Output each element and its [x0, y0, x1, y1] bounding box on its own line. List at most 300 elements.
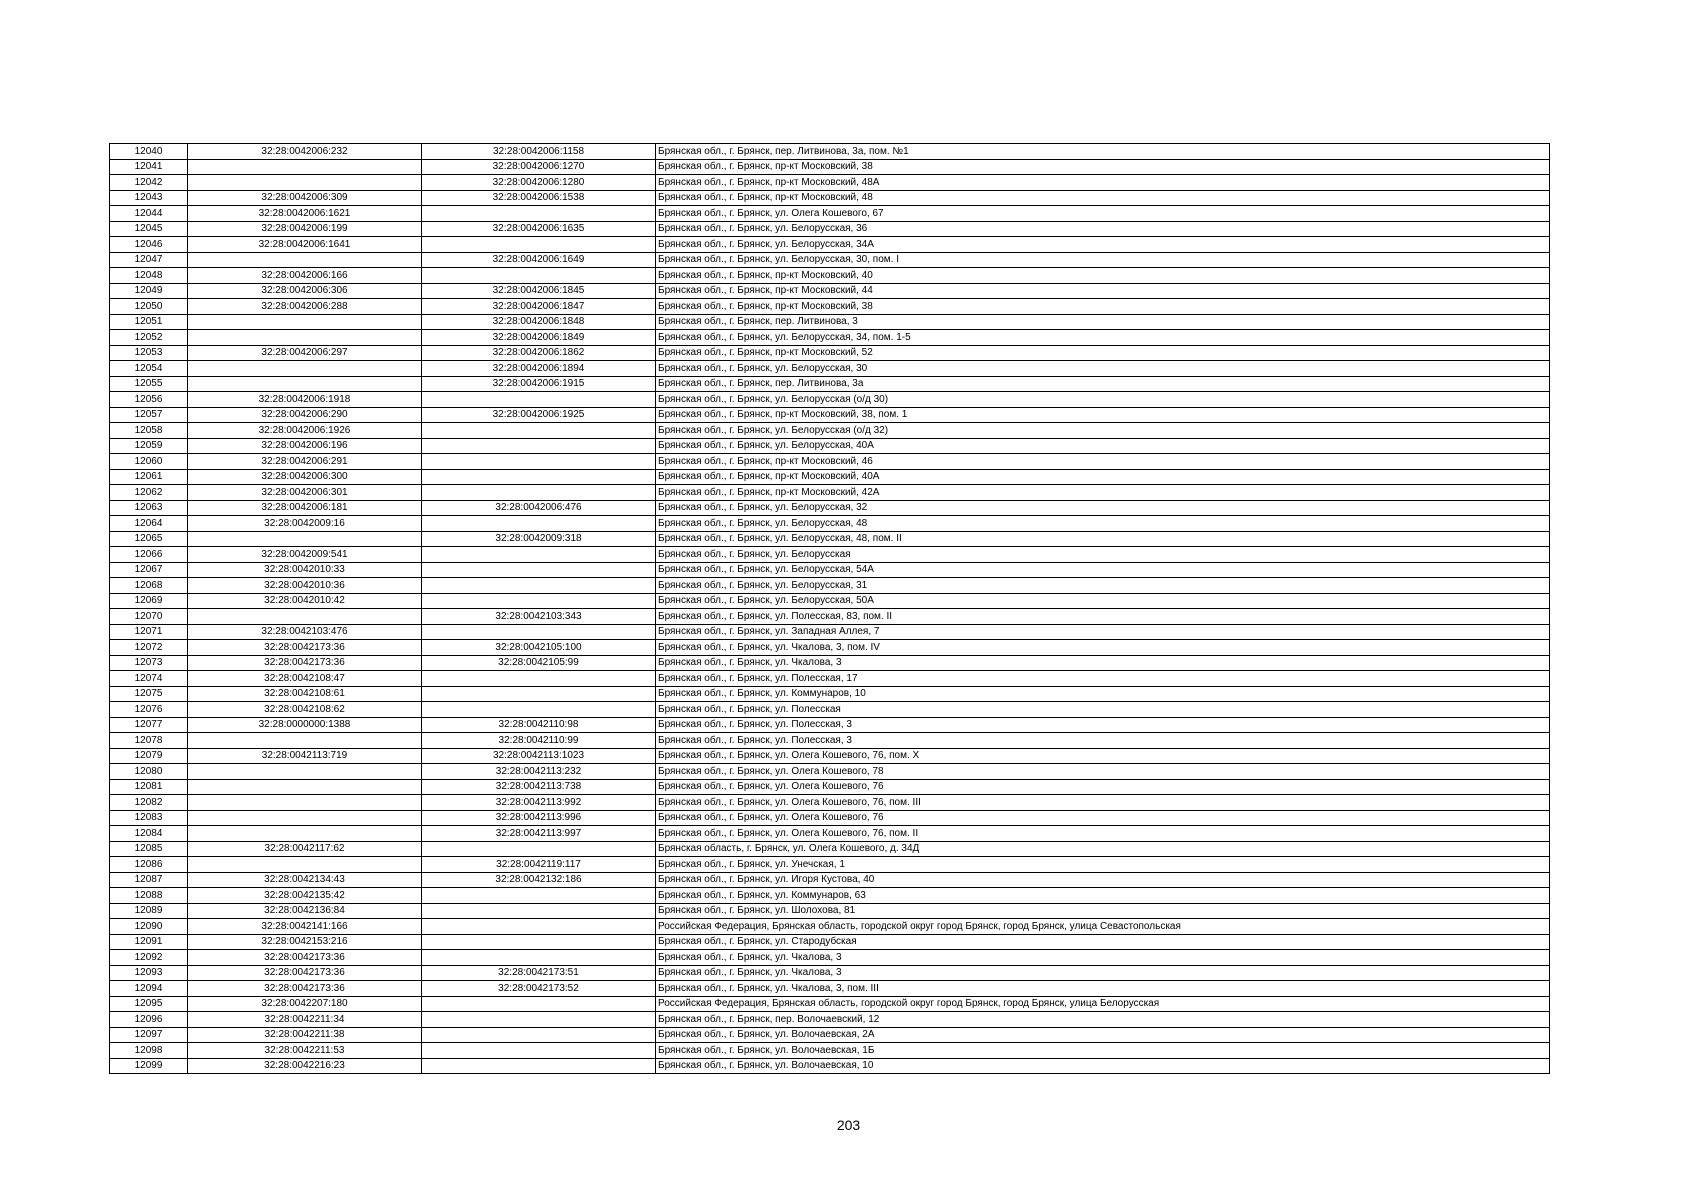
- cadastral-number-cell: 32:28:0042006:196: [188, 438, 422, 454]
- cadastral-number-cell: 32:28:0042006:291: [188, 454, 422, 470]
- building-cadastral-number-cell: [422, 392, 656, 408]
- address-cell: Российская Федерация, Брянская область, городской округ город Брянск, город Брянск, улица Белорусская: [656, 996, 1550, 1012]
- address-cell: Брянская обл., г. Брянск, пр-кт Московский, 38: [656, 299, 1550, 315]
- building-cadastral-number-cell: [422, 1027, 656, 1043]
- building-cadastral-number-cell: 32:28:0042006:1649: [422, 252, 656, 268]
- building-cadastral-number-cell: [422, 469, 656, 485]
- cadastral-number-cell: [188, 733, 422, 749]
- table-row: [110, 190, 1550, 206]
- address-cell: Брянская обл., г. Брянск, ул. Чкалова, 3, пом. IV: [656, 640, 1550, 656]
- row-number-cell: 12082: [110, 795, 188, 811]
- cadastral-number-cell: 32:28:0042211:53: [188, 1043, 422, 1059]
- table-row: [110, 826, 1550, 842]
- cadastral-number-cell: [188, 764, 422, 780]
- address-cell: Брянская обл., г. Брянск, пер. Волочаевский, 12: [656, 1012, 1550, 1028]
- table-row: [110, 283, 1550, 299]
- address-cell: Брянская обл., г. Брянск, ул. Чкалова, 3: [656, 950, 1550, 966]
- table-row: [110, 655, 1550, 671]
- row-number-cell: 12079: [110, 748, 188, 764]
- address-cell: Брянская обл., г. Брянск, ул. Белорусская, 32: [656, 500, 1550, 516]
- row-number-cell: 12044: [110, 206, 188, 222]
- row-number-cell: 12084: [110, 826, 188, 842]
- address-cell: Брянская обл., г. Брянск, ул. Игоря Кустова, 40: [656, 872, 1550, 888]
- cadastral-number-cell: [188, 159, 422, 175]
- address-cell: Брянская обл., г. Брянск, пр-кт Московский, 52: [656, 345, 1550, 361]
- address-cell: Брянская обл., г. Брянск, ул. Белорусская, 34А: [656, 237, 1550, 253]
- address-cell: Брянская обл., г. Брянск, ул. Олега Кошевого, 76: [656, 810, 1550, 826]
- table-row: [110, 500, 1550, 516]
- building-cadastral-number-cell: [422, 686, 656, 702]
- address-cell: Брянская обл., г. Брянск, пер. Литвинова, 3а, пом. №1: [656, 144, 1550, 160]
- row-number-cell: 12067: [110, 562, 188, 578]
- building-cadastral-number-cell: [422, 702, 656, 718]
- cadastral-number-cell: 32:28:0042006:309: [188, 190, 422, 206]
- row-number-cell: 12066: [110, 547, 188, 563]
- table-row: [110, 407, 1550, 423]
- building-cadastral-number-cell: 32:28:0042113:996: [422, 810, 656, 826]
- row-number-cell: 12056: [110, 392, 188, 408]
- cadastral-number-cell: 32:28:0042103:476: [188, 624, 422, 640]
- cadastral-number-cell: 32:28:0042173:36: [188, 981, 422, 997]
- row-number-cell: 12051: [110, 314, 188, 330]
- row-number-cell: 12095: [110, 996, 188, 1012]
- row-number-cell: 12093: [110, 965, 188, 981]
- address-cell: Брянская обл., г. Брянск, ул. Белорусская, 54А: [656, 562, 1550, 578]
- building-cadastral-number-cell: 32:28:0042103:343: [422, 609, 656, 625]
- cadastral-number-cell: 32:28:0042216:23: [188, 1058, 422, 1074]
- table-row: [110, 841, 1550, 857]
- table-row: [110, 671, 1550, 687]
- building-cadastral-number-cell: 32:28:0042006:476: [422, 500, 656, 516]
- table-row: [110, 702, 1550, 718]
- address-cell: Брянская обл., г. Брянск, ул. Чкалова, 3, пом. III: [656, 981, 1550, 997]
- table-row: [110, 562, 1550, 578]
- row-number-cell: 12078: [110, 733, 188, 749]
- table-row: [110, 810, 1550, 826]
- row-number-cell: 12062: [110, 485, 188, 501]
- address-cell: Брянская обл., г. Брянск, ул. Олега Кошевого, 76, пом. III: [656, 795, 1550, 811]
- address-cell: Брянская обл., г. Брянск, ул. Чкалова, 3: [656, 965, 1550, 981]
- building-cadastral-number-cell: 32:28:0042173:52: [422, 981, 656, 997]
- building-cadastral-number-cell: 32:28:0042113:997: [422, 826, 656, 842]
- row-number-cell: 12064: [110, 516, 188, 532]
- cadastral-number-cell: 32:28:0042207:180: [188, 996, 422, 1012]
- address-cell: Брянская обл., г. Брянск, ул. Белорусская, 36: [656, 221, 1550, 237]
- building-cadastral-number-cell: [422, 996, 656, 1012]
- cadastral-number-cell: 32:28:0042006:1621: [188, 206, 422, 222]
- table-row: [110, 469, 1550, 485]
- building-cadastral-number-cell: [422, 934, 656, 950]
- cadastral-number-cell: [188, 175, 422, 191]
- building-cadastral-number-cell: 32:28:0042113:992: [422, 795, 656, 811]
- address-cell: Брянская обл., г. Брянск, пр-кт Московский, 38: [656, 159, 1550, 175]
- cadastral-number-cell: 32:28:0042006:181: [188, 500, 422, 516]
- address-cell: Брянская область, г. Брянск, ул. Олега Кошевого, д. 34Д: [656, 841, 1550, 857]
- building-cadastral-number-cell: [422, 903, 656, 919]
- table-row: [110, 593, 1550, 609]
- building-cadastral-number-cell: 32:28:0042105:99: [422, 655, 656, 671]
- cadastral-number-cell: 32:28:0042009:541: [188, 547, 422, 563]
- building-cadastral-number-cell: 32:28:0042006:1925: [422, 407, 656, 423]
- cadastral-number-cell: 32:28:0042173:36: [188, 950, 422, 966]
- cadastral-number-cell: 32:28:0042134:43: [188, 872, 422, 888]
- cadastral-number-cell: 32:28:0000000:1388: [188, 717, 422, 733]
- row-number-cell: 12040: [110, 144, 188, 160]
- row-number-cell: 12068: [110, 578, 188, 594]
- table-row: [110, 1058, 1550, 1074]
- cadastral-number-cell: 32:28:0042006:300: [188, 469, 422, 485]
- address-cell: Брянская обл., г. Брянск, пр-кт Московский, 48А: [656, 175, 1550, 191]
- table-row: [110, 686, 1550, 702]
- address-cell: Брянская обл., г. Брянск, ул. Коммунаров, 10: [656, 686, 1550, 702]
- row-number-cell: 12090: [110, 919, 188, 935]
- cadastral-number-cell: 32:28:0042006:166: [188, 268, 422, 284]
- row-number-cell: 12077: [110, 717, 188, 733]
- row-number-cell: 12094: [110, 981, 188, 997]
- cadastral-number-cell: 32:28:0042006:1926: [188, 423, 422, 439]
- cadastral-number-cell: 32:28:0042006:232: [188, 144, 422, 160]
- cadastral-number-cell: 32:28:0042135:42: [188, 888, 422, 904]
- address-cell: Брянская обл., г. Брянск, ул. Белорусская, 48: [656, 516, 1550, 532]
- row-number-cell: 12098: [110, 1043, 188, 1059]
- table-row: [110, 314, 1550, 330]
- cadastral-number-cell: [188, 826, 422, 842]
- address-cell: Брянская обл., г. Брянск, пр-кт Московский, 42А: [656, 485, 1550, 501]
- table-row: [110, 531, 1550, 547]
- table-row: [110, 965, 1550, 981]
- cadastral-number-cell: [188, 531, 422, 547]
- cadastral-number-cell: [188, 252, 422, 268]
- address-cell: Брянская обл., г. Брянск, ул. Белорусская, 34, пом. 1-5: [656, 330, 1550, 346]
- address-cell: Брянская обл., г. Брянск, ул. Западная Аллея, 7: [656, 624, 1550, 640]
- registry-table: [109, 143, 1550, 1074]
- cadastral-number-cell: 32:28:0042173:36: [188, 640, 422, 656]
- table-row: [110, 376, 1550, 392]
- table-row: [110, 934, 1550, 950]
- row-number-cell: 12058: [110, 423, 188, 439]
- page-number: 203: [836, 1117, 861, 1133]
- cadastral-number-cell: 32:28:0042113:719: [188, 748, 422, 764]
- address-cell: Брянская обл., г. Брянск, ул. Белорусская: [656, 547, 1550, 563]
- cadastral-number-cell: 32:28:0042153:216: [188, 934, 422, 950]
- table-row: [110, 159, 1550, 175]
- building-cadastral-number-cell: [422, 578, 656, 594]
- row-number-cell: 12070: [110, 609, 188, 625]
- building-cadastral-number-cell: 32:28:0042006:1862: [422, 345, 656, 361]
- table-row: [110, 252, 1550, 268]
- cadastral-number-cell: [188, 857, 422, 873]
- address-cell: Брянская обл., г. Брянск, ул. Олега Кошевого, 76, пом. II: [656, 826, 1550, 842]
- row-number-cell: 12060: [110, 454, 188, 470]
- address-cell: Брянская обл., г. Брянск, ул. Белорусская, 31: [656, 578, 1550, 594]
- building-cadastral-number-cell: 32:28:0042173:51: [422, 965, 656, 981]
- building-cadastral-number-cell: [422, 206, 656, 222]
- table-row: [110, 1012, 1550, 1028]
- cadastral-number-cell: [188, 361, 422, 377]
- building-cadastral-number-cell: [422, 547, 656, 563]
- cadastral-number-cell: 32:28:0042006:306: [188, 283, 422, 299]
- table-row: [110, 609, 1550, 625]
- row-number-cell: 12087: [110, 872, 188, 888]
- row-number-cell: 12041: [110, 159, 188, 175]
- row-number-cell: 12047: [110, 252, 188, 268]
- table-row: [110, 764, 1550, 780]
- table-row: [110, 175, 1550, 191]
- table-row: [110, 888, 1550, 904]
- row-number-cell: 12053: [110, 345, 188, 361]
- address-cell: Брянская обл., г. Брянск, пер. Литвинова, 3: [656, 314, 1550, 330]
- cadastral-number-cell: 32:28:0042006:301: [188, 485, 422, 501]
- address-cell: Брянская обл., г. Брянск, ул. Унечская, 1: [656, 857, 1550, 873]
- registry-table-body: [110, 144, 1550, 1074]
- table-row: [110, 423, 1550, 439]
- building-cadastral-number-cell: 32:28:0042110:99: [422, 733, 656, 749]
- address-cell: Брянская обл., г. Брянск, ул. Волочаевская, 1Б: [656, 1043, 1550, 1059]
- row-number-cell: 12055: [110, 376, 188, 392]
- table-row: [110, 516, 1550, 532]
- table-row: [110, 299, 1550, 315]
- cadastral-number-cell: 32:28:0042006:1918: [188, 392, 422, 408]
- table-row: [110, 1043, 1550, 1059]
- table-row: [110, 237, 1550, 253]
- building-cadastral-number-cell: 32:28:0042105:100: [422, 640, 656, 656]
- building-cadastral-number-cell: [422, 841, 656, 857]
- building-cadastral-number-cell: [422, 562, 656, 578]
- cadastral-number-cell: 32:28:0042006:297: [188, 345, 422, 361]
- building-cadastral-number-cell: 32:28:0042006:1915: [422, 376, 656, 392]
- row-number-cell: 12075: [110, 686, 188, 702]
- cadastral-number-cell: [188, 314, 422, 330]
- building-cadastral-number-cell: [422, 485, 656, 501]
- cadastral-number-cell: 32:28:0042173:36: [188, 655, 422, 671]
- row-number-cell: 12046: [110, 237, 188, 253]
- table-row: [110, 733, 1550, 749]
- building-cadastral-number-cell: 32:28:0042006:1847: [422, 299, 656, 315]
- building-cadastral-number-cell: 32:28:0042006:1894: [422, 361, 656, 377]
- building-cadastral-number-cell: [422, 268, 656, 284]
- cadastral-number-cell: 32:28:0042010:42: [188, 593, 422, 609]
- row-number-cell: 12091: [110, 934, 188, 950]
- building-cadastral-number-cell: [422, 454, 656, 470]
- table-row: [110, 392, 1550, 408]
- table-row: [110, 717, 1550, 733]
- building-cadastral-number-cell: 32:28:0042119:117: [422, 857, 656, 873]
- address-cell: Брянская обл., г. Брянск, пр-кт Московский, 46: [656, 454, 1550, 470]
- table-row: [110, 1027, 1550, 1043]
- address-cell: Брянская обл., г. Брянск, ул. Белорусская, 30, пом. I: [656, 252, 1550, 268]
- cadastral-number-cell: 32:28:0042117:62: [188, 841, 422, 857]
- table-row: [110, 438, 1550, 454]
- row-number-cell: 12048: [110, 268, 188, 284]
- address-cell: Брянская обл., г. Брянск, ул. Олега Кошевого, 78: [656, 764, 1550, 780]
- address-cell: Брянская обл., г. Брянск, пр-кт Московский, 44: [656, 283, 1550, 299]
- address-cell: Брянская обл., г. Брянск, пр-кт Московский, 40А: [656, 469, 1550, 485]
- address-cell: Брянская обл., г. Брянск, ул. Олега Кошевого, 67: [656, 206, 1550, 222]
- row-number-cell: 12061: [110, 469, 188, 485]
- building-cadastral-number-cell: [422, 1043, 656, 1059]
- building-cadastral-number-cell: [422, 1058, 656, 1074]
- cadastral-number-cell: 32:28:0042006:290: [188, 407, 422, 423]
- cadastral-number-cell: 32:28:0042136:84: [188, 903, 422, 919]
- row-number-cell: 12088: [110, 888, 188, 904]
- row-number-cell: 12063: [110, 500, 188, 516]
- building-cadastral-number-cell: [422, 237, 656, 253]
- table-row: [110, 361, 1550, 377]
- row-number-cell: 12065: [110, 531, 188, 547]
- address-cell: Брянская обл., г. Брянск, ул. Полесская: [656, 702, 1550, 718]
- cadastral-number-cell: [188, 330, 422, 346]
- building-cadastral-number-cell: [422, 516, 656, 532]
- building-cadastral-number-cell: [422, 593, 656, 609]
- row-number-cell: 12086: [110, 857, 188, 873]
- cadastral-number-cell: 32:28:0042211:34: [188, 1012, 422, 1028]
- row-number-cell: 12085: [110, 841, 188, 857]
- row-number-cell: 12081: [110, 779, 188, 795]
- row-number-cell: 12099: [110, 1058, 188, 1074]
- row-number-cell: 12050: [110, 299, 188, 315]
- building-cadastral-number-cell: 32:28:0042113:738: [422, 779, 656, 795]
- row-number-cell: 12072: [110, 640, 188, 656]
- cadastral-number-cell: 32:28:0042006:288: [188, 299, 422, 315]
- building-cadastral-number-cell: 32:28:0042009:318: [422, 531, 656, 547]
- row-number-cell: 12097: [110, 1027, 188, 1043]
- table-row: [110, 872, 1550, 888]
- row-number-cell: 12071: [110, 624, 188, 640]
- table-row: [110, 485, 1550, 501]
- building-cadastral-number-cell: 32:28:0042006:1280: [422, 175, 656, 191]
- address-cell: Брянская обл., г. Брянск, ул. Коммунаров, 63: [656, 888, 1550, 904]
- address-cell: Брянская обл., г. Брянск, ул. Олега Кошевого, 76, пом. X: [656, 748, 1550, 764]
- table-row: [110, 996, 1550, 1012]
- address-cell: Брянская обл., г. Брянск, ул. Волочаевская, 10: [656, 1058, 1550, 1074]
- row-number-cell: 12073: [110, 655, 188, 671]
- building-cadastral-number-cell: 32:28:0042006:1845: [422, 283, 656, 299]
- cadastral-number-cell: [188, 795, 422, 811]
- table-row: [110, 454, 1550, 470]
- row-number-cell: 12092: [110, 950, 188, 966]
- table-row: [110, 903, 1550, 919]
- table-row: [110, 640, 1550, 656]
- cadastral-number-cell: [188, 779, 422, 795]
- table-row: [110, 578, 1550, 594]
- cadastral-number-cell: 32:28:0042141:166: [188, 919, 422, 935]
- table-row: [110, 268, 1550, 284]
- table-row: [110, 144, 1550, 160]
- cadastral-number-cell: 32:28:0042173:36: [188, 965, 422, 981]
- cadastral-number-cell: [188, 810, 422, 826]
- building-cadastral-number-cell: 32:28:0042006:1538: [422, 190, 656, 206]
- building-cadastral-number-cell: 32:28:0042113:1023: [422, 748, 656, 764]
- cadastral-number-cell: 32:28:0042108:61: [188, 686, 422, 702]
- building-cadastral-number-cell: [422, 671, 656, 687]
- row-number-cell: 12074: [110, 671, 188, 687]
- row-number-cell: 12045: [110, 221, 188, 237]
- address-cell: Брянская обл., г. Брянск, ул. Белорусская, 40А: [656, 438, 1550, 454]
- row-number-cell: 12083: [110, 810, 188, 826]
- address-cell: Брянская обл., г. Брянск, ул. Шолохова, 81: [656, 903, 1550, 919]
- table-row: [110, 221, 1550, 237]
- cadastral-number-cell: [188, 376, 422, 392]
- table-row: [110, 779, 1550, 795]
- table-row: [110, 857, 1550, 873]
- cadastral-number-cell: 32:28:0042006:199: [188, 221, 422, 237]
- cadastral-number-cell: 32:28:0042010:33: [188, 562, 422, 578]
- building-cadastral-number-cell: 32:28:0042113:232: [422, 764, 656, 780]
- address-cell: Российская Федерация, Брянская область, городской округ город Брянск, город Брянск, улица Севастопольская: [656, 919, 1550, 935]
- table-row: [110, 345, 1550, 361]
- address-cell: Брянская обл., г. Брянск, ул. Белорусская, 30: [656, 361, 1550, 377]
- address-cell: Брянская обл., г. Брянск, ул. Белорусская (о/д 30): [656, 392, 1550, 408]
- row-number-cell: 12080: [110, 764, 188, 780]
- building-cadastral-number-cell: [422, 438, 656, 454]
- address-cell: Брянская обл., г. Брянск, ул. Чкалова, 3: [656, 655, 1550, 671]
- address-cell: Брянская обл., г. Брянск, ул. Стародубская: [656, 934, 1550, 950]
- cadastral-number-cell: 32:28:0042108:47: [188, 671, 422, 687]
- building-cadastral-number-cell: 32:28:0042006:1635: [422, 221, 656, 237]
- building-cadastral-number-cell: [422, 950, 656, 966]
- address-cell: Брянская обл., г. Брянск, ул. Полесская, 17: [656, 671, 1550, 687]
- address-cell: Брянская обл., г. Брянск, ул. Волочаевская, 2А: [656, 1027, 1550, 1043]
- row-number-cell: 12043: [110, 190, 188, 206]
- table-row: [110, 624, 1550, 640]
- row-number-cell: 12089: [110, 903, 188, 919]
- table-row: [110, 330, 1550, 346]
- building-cadastral-number-cell: [422, 624, 656, 640]
- building-cadastral-number-cell: [422, 1012, 656, 1028]
- row-number-cell: 12069: [110, 593, 188, 609]
- row-number-cell: 12052: [110, 330, 188, 346]
- table-row: [110, 547, 1550, 563]
- cadastral-number-cell: 32:28:0042006:1641: [188, 237, 422, 253]
- address-cell: Брянская обл., г. Брянск, пр-кт Московский, 48: [656, 190, 1550, 206]
- address-cell: Брянская обл., г. Брянск, пр-кт Московский, 38, пом. 1: [656, 407, 1550, 423]
- building-cadastral-number-cell: 32:28:0042006:1270: [422, 159, 656, 175]
- cadastral-number-cell: [188, 609, 422, 625]
- address-cell: Брянская обл., г. Брянск, ул. Олега Кошевого, 76: [656, 779, 1550, 795]
- cadastral-number-cell: 32:28:0042009:16: [188, 516, 422, 532]
- building-cadastral-number-cell: 32:28:0042006:1848: [422, 314, 656, 330]
- table-row: [110, 919, 1550, 935]
- building-cadastral-number-cell: 32:28:0042110:98: [422, 717, 656, 733]
- address-cell: Брянская обл., г. Брянск, пр-кт Московский, 40: [656, 268, 1550, 284]
- address-cell: Брянская обл., г. Брянск, ул. Полесская, 3: [656, 733, 1550, 749]
- building-cadastral-number-cell: 32:28:0042006:1849: [422, 330, 656, 346]
- row-number-cell: 12076: [110, 702, 188, 718]
- row-number-cell: 12059: [110, 438, 188, 454]
- address-cell: Брянская обл., г. Брянск, ул. Белорусская, 48, пом. II: [656, 531, 1550, 547]
- building-cadastral-number-cell: [422, 919, 656, 935]
- address-cell: Брянская обл., г. Брянск, ул. Белорусская, 50А: [656, 593, 1550, 609]
- row-number-cell: 12042: [110, 175, 188, 191]
- building-cadastral-number-cell: [422, 423, 656, 439]
- row-number-cell: 12096: [110, 1012, 188, 1028]
- row-number-cell: 12057: [110, 407, 188, 423]
- table-row: [110, 981, 1550, 997]
- table-row: [110, 748, 1550, 764]
- row-number-cell: 12049: [110, 283, 188, 299]
- table-row: [110, 206, 1550, 222]
- address-cell: Брянская обл., г. Брянск, ул. Белорусская (о/д 32): [656, 423, 1550, 439]
- table-row: [110, 795, 1550, 811]
- table-row: [110, 950, 1550, 966]
- cadastral-number-cell: 32:28:0042010:36: [188, 578, 422, 594]
- address-cell: Брянская обл., г. Брянск, ул. Полесская, 3: [656, 717, 1550, 733]
- building-cadastral-number-cell: 32:28:0042006:1158: [422, 144, 656, 160]
- building-cadastral-number-cell: [422, 888, 656, 904]
- row-number-cell: 12054: [110, 361, 188, 377]
- cadastral-number-cell: 32:28:0042211:38: [188, 1027, 422, 1043]
- cadastral-number-cell: 32:28:0042108:62: [188, 702, 422, 718]
